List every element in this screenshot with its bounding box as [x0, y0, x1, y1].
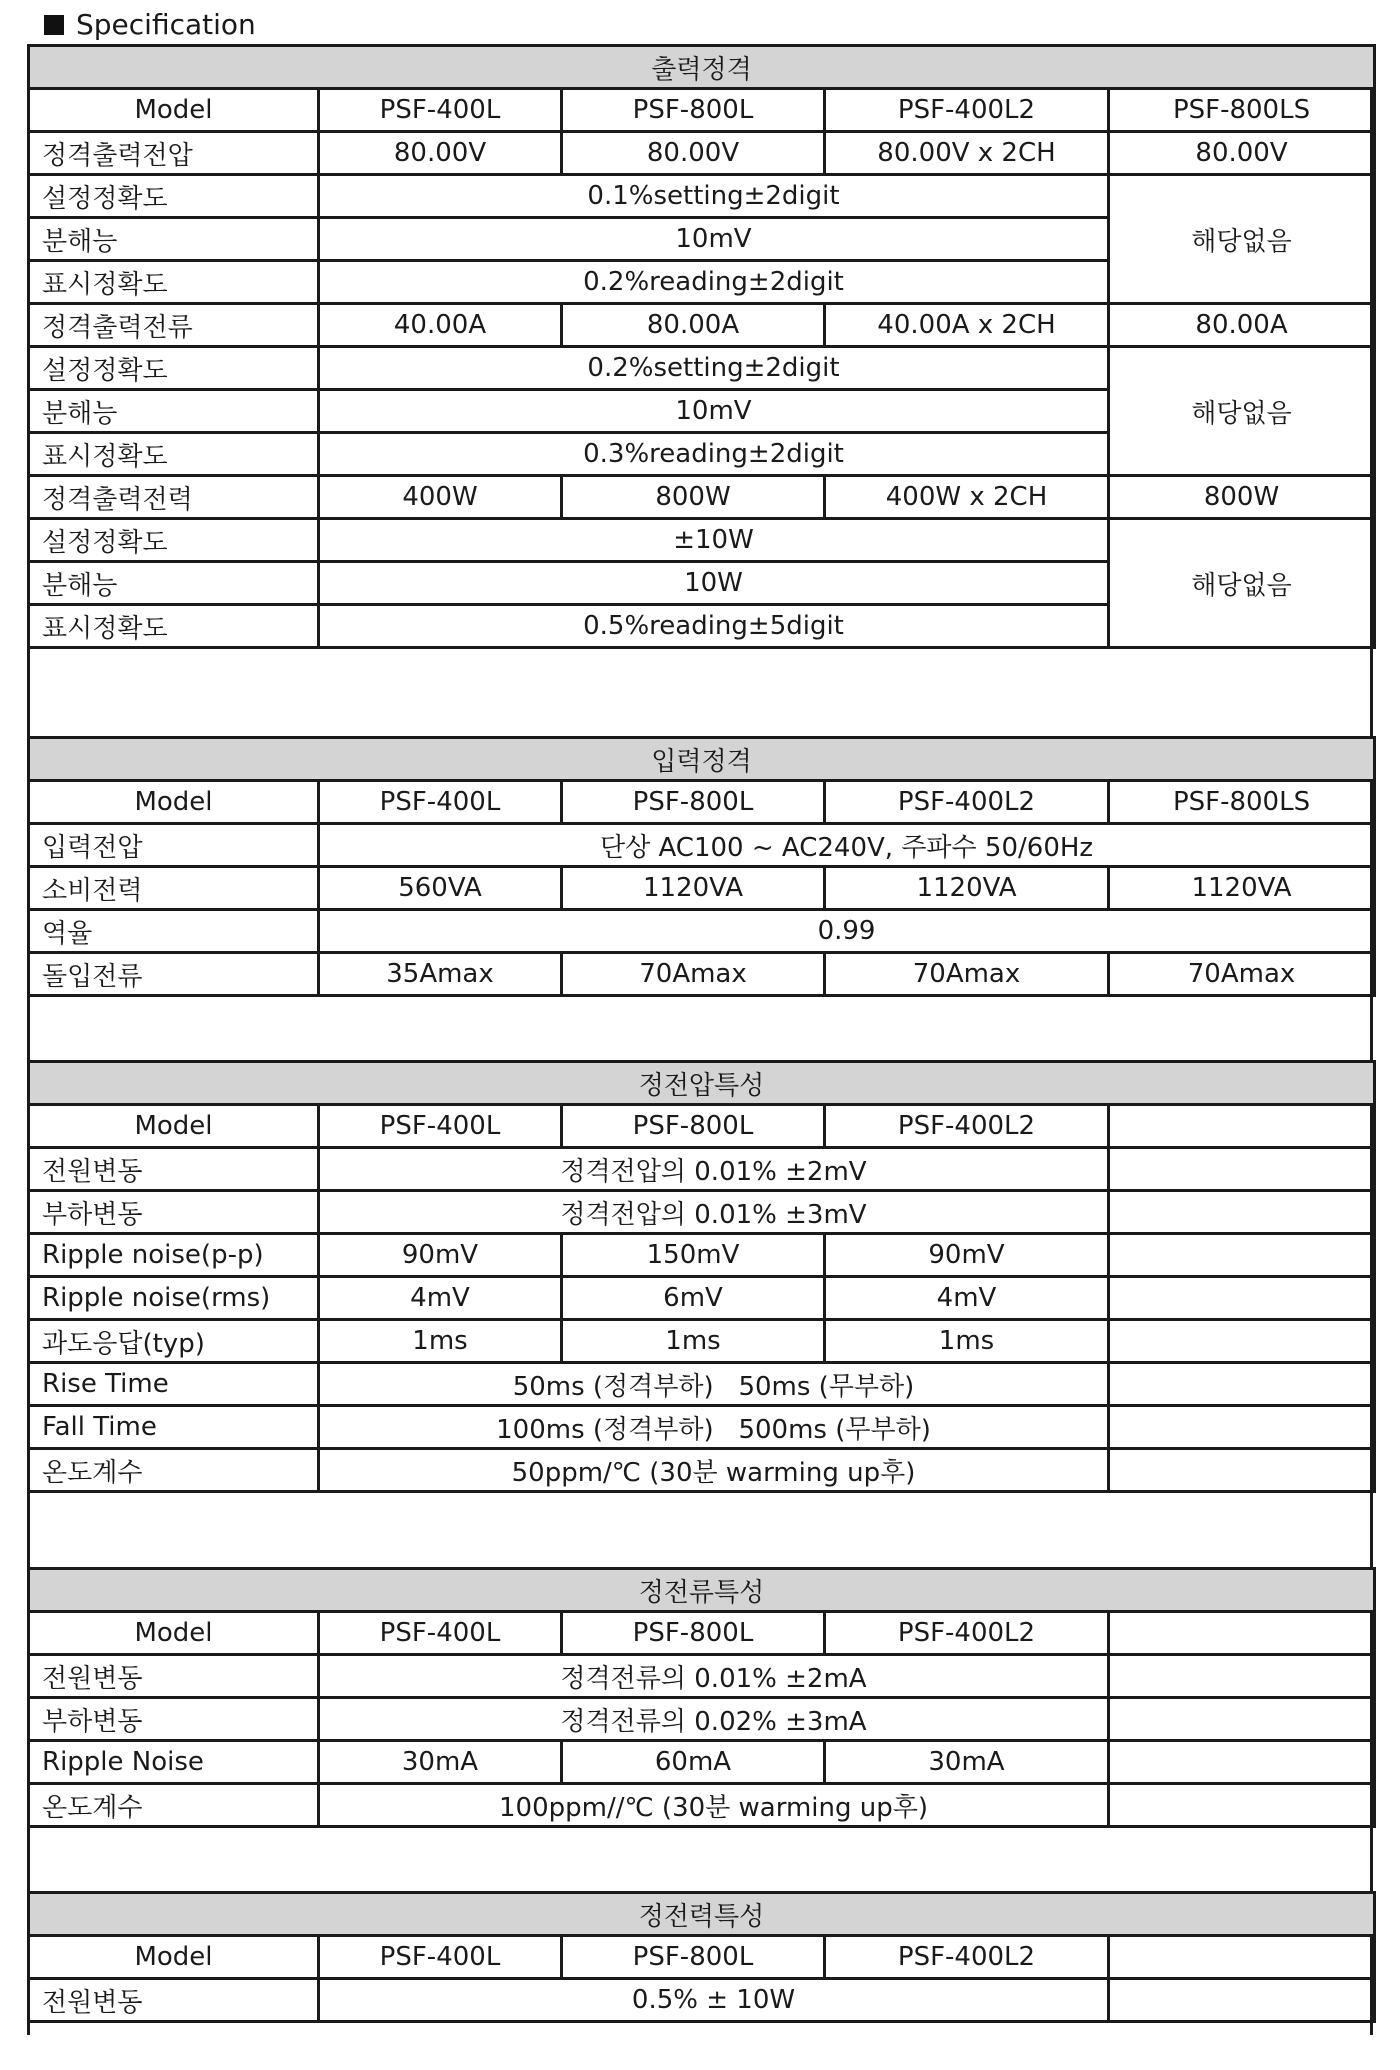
row-label: 정격출력전압	[29, 132, 319, 175]
cell-value: 80.00V x 2CH	[825, 132, 1109, 175]
empty-cell	[1109, 1741, 1375, 1784]
cell-value: 100ms (정격부하) 500ms (무부하)	[319, 1406, 1109, 1449]
cell-value: 0.5%reading±5digit	[319, 605, 1109, 648]
row-label: 소비전력	[29, 867, 319, 910]
cell-value: 70Amax	[562, 953, 825, 996]
row-label: 표시정확도	[29, 261, 319, 304]
cell-value: 400W	[319, 476, 562, 519]
cell-value: 80.00V	[319, 132, 562, 175]
cell-value: 0.2%reading±2digit	[319, 261, 1109, 304]
row-label: Rise Time	[29, 1363, 319, 1406]
empty-cell	[1109, 1979, 1375, 2022]
cell-value: 10W	[319, 562, 1109, 605]
row-label: 설정정확도	[29, 519, 319, 562]
cell-value: 90mV	[319, 1234, 562, 1277]
model-name: PSF-400L2	[825, 781, 1109, 824]
not-applicable-cell: 해당없음	[1109, 519, 1375, 648]
row-label: Fall Time	[29, 1406, 319, 1449]
cell-value: 단상 AC100 ~ AC240V, 주파수 50/60Hz	[319, 824, 1375, 867]
row-label: Ripple noise(rms)	[29, 1277, 319, 1320]
empty-cell	[1109, 1784, 1375, 1827]
model-name: PSF-800L	[562, 1936, 825, 1979]
model-name: PSF-400L2	[825, 1105, 1109, 1148]
cell-value: 800W	[1109, 476, 1375, 519]
empty-cell	[1109, 1449, 1375, 1492]
model-name: PSF-800LS	[1109, 781, 1375, 824]
cell-value: 35Amax	[319, 953, 562, 996]
row-label: 부하변동	[29, 1698, 319, 1741]
row-label: 분해능	[29, 562, 319, 605]
section-title: 출력정격	[29, 46, 1375, 89]
cell-value: 0.2%setting±2digit	[319, 347, 1109, 390]
empty-cell	[1109, 1936, 1375, 1979]
not-applicable-cell: 해당없음	[1109, 347, 1375, 476]
cell-value: 정격전압의 0.01% ±2mV	[319, 1148, 1109, 1191]
cell-value: 1ms	[825, 1320, 1109, 1363]
cell-value: 80.00V	[1109, 132, 1375, 175]
cell-value: 0.1%setting±2digit	[319, 175, 1109, 218]
model-header: Model	[29, 1612, 319, 1655]
model-name: PSF-400L2	[825, 1936, 1109, 1979]
section-title: 입력정격	[29, 738, 1375, 781]
black-square-icon	[44, 15, 64, 35]
cell-value: 40.00A x 2CH	[825, 304, 1109, 347]
row-label: 돌입전류	[29, 953, 319, 996]
cell-value: 560VA	[319, 867, 562, 910]
row-label: Ripple Noise	[29, 1741, 319, 1784]
spec-heading	[44, 8, 256, 42]
cell-value: 0.5% ± 10W	[319, 1979, 1109, 2022]
model-name: PSF-400L2	[825, 1612, 1109, 1655]
empty-cell	[1109, 1148, 1375, 1191]
cell-value: 정격전압의 0.01% ±3mV	[319, 1191, 1109, 1234]
cell-value: 1ms	[319, 1320, 562, 1363]
model-name: PSF-400L	[319, 1105, 562, 1148]
row-label: 분해능	[29, 390, 319, 433]
row-label: 전원변동	[29, 1148, 319, 1191]
cell-value: 800W	[562, 476, 825, 519]
model-header: Model	[29, 1105, 319, 1148]
empty-cell	[1109, 1406, 1375, 1449]
model-header: Model	[29, 1936, 319, 1979]
row-label: 표시정확도	[29, 433, 319, 476]
cell-value: 정격전류의 0.02% ±3mA	[319, 1698, 1109, 1741]
cell-value: ±10W	[319, 519, 1109, 562]
section-title: 정전력특성	[29, 1893, 1375, 1936]
cell-value: 1120VA	[562, 867, 825, 910]
row-label: 역율	[29, 910, 319, 953]
cell-value: 30mA	[319, 1741, 562, 1784]
cell-value: 80.00A	[562, 304, 825, 347]
empty-cell	[1109, 1320, 1375, 1363]
cell-value: 6mV	[562, 1277, 825, 1320]
section-title: 정전류특성	[29, 1569, 1375, 1612]
cell-value: 10mV	[319, 218, 1109, 261]
empty-cell	[1109, 1655, 1375, 1698]
model-name: PSF-800L	[562, 89, 825, 132]
row-label: 입력전압	[29, 824, 319, 867]
cell-value: 60mA	[562, 1741, 825, 1784]
output-rating-table	[27, 44, 1376, 649]
row-label: 전원변동	[29, 1655, 319, 1698]
cell-value: 정격전류의 0.01% ±2mA	[319, 1655, 1109, 1698]
section-title: 정전압특성	[29, 1062, 1375, 1105]
model-name: PSF-400L	[319, 89, 562, 132]
model-name: PSF-400L	[319, 1612, 562, 1655]
cell-value: 30mA	[825, 1741, 1109, 1784]
cell-value: 1120VA	[825, 867, 1109, 910]
model-name: PSF-800LS	[1109, 89, 1375, 132]
constant-current-table	[27, 1567, 1376, 1828]
cell-value: 50ppm/℃ (30분 warming up후)	[319, 1449, 1109, 1492]
cell-value: 0.99	[319, 910, 1375, 953]
row-label: 전원변동	[29, 1979, 319, 2022]
model-name: PSF-400L	[319, 1936, 562, 1979]
model-name: PSF-800L	[562, 1105, 825, 1148]
model-name: PSF-800L	[562, 781, 825, 824]
row-label: 표시정확도	[29, 605, 319, 648]
empty-cell	[1109, 1277, 1375, 1320]
cell-value: 100ppm//℃ (30분 warming up후)	[319, 1784, 1109, 1827]
model-header: Model	[29, 89, 319, 132]
cell-value: 80.00V	[562, 132, 825, 175]
empty-cell	[1109, 1105, 1375, 1148]
row-label: 부하변동	[29, 1191, 319, 1234]
page-title: Specification	[76, 8, 256, 41]
row-label: 과도응답(typ)	[29, 1320, 319, 1363]
cell-value: 90mV	[825, 1234, 1109, 1277]
empty-cell	[1109, 1698, 1375, 1741]
model-name: PSF-400L	[319, 781, 562, 824]
row-label: 설정정확도	[29, 347, 319, 390]
row-label: 분해능	[29, 218, 319, 261]
row-label: 정격출력전류	[29, 304, 319, 347]
row-label: 설정정확도	[29, 175, 319, 218]
cell-value: 4mV	[825, 1277, 1109, 1320]
model-name: PSF-800L	[562, 1612, 825, 1655]
input-rating-table	[27, 736, 1376, 997]
model-header: Model	[29, 781, 319, 824]
cell-value: 80.00A	[1109, 304, 1375, 347]
empty-cell	[1109, 1234, 1375, 1277]
row-label: Ripple noise(p-p)	[29, 1234, 319, 1277]
cell-value: 70Amax	[1109, 953, 1375, 996]
cell-value: 70Amax	[825, 953, 1109, 996]
cell-value: 400W x 2CH	[825, 476, 1109, 519]
constant-voltage-table	[27, 1060, 1376, 1493]
model-name: PSF-400L2	[825, 89, 1109, 132]
not-applicable-cell: 해당없음	[1109, 175, 1375, 304]
cell-value: 0.3%reading±2digit	[319, 433, 1109, 476]
empty-cell	[1109, 1363, 1375, 1406]
cell-value: 40.00A	[319, 304, 562, 347]
cell-value: 10mV	[319, 390, 1109, 433]
row-label: 온도계수	[29, 1784, 319, 1827]
cell-value: 4mV	[319, 1277, 562, 1320]
row-label: 온도계수	[29, 1449, 319, 1492]
empty-cell	[1109, 1612, 1375, 1655]
cell-value: 1120VA	[1109, 867, 1375, 910]
constant-power-table	[27, 1891, 1376, 2023]
cell-value: 1ms	[562, 1320, 825, 1363]
cell-value: 50ms (정격부하) 50ms (무부하)	[319, 1363, 1109, 1406]
cell-value: 150mV	[562, 1234, 825, 1277]
row-label: 정격출력전력	[29, 476, 319, 519]
empty-cell	[1109, 1191, 1375, 1234]
